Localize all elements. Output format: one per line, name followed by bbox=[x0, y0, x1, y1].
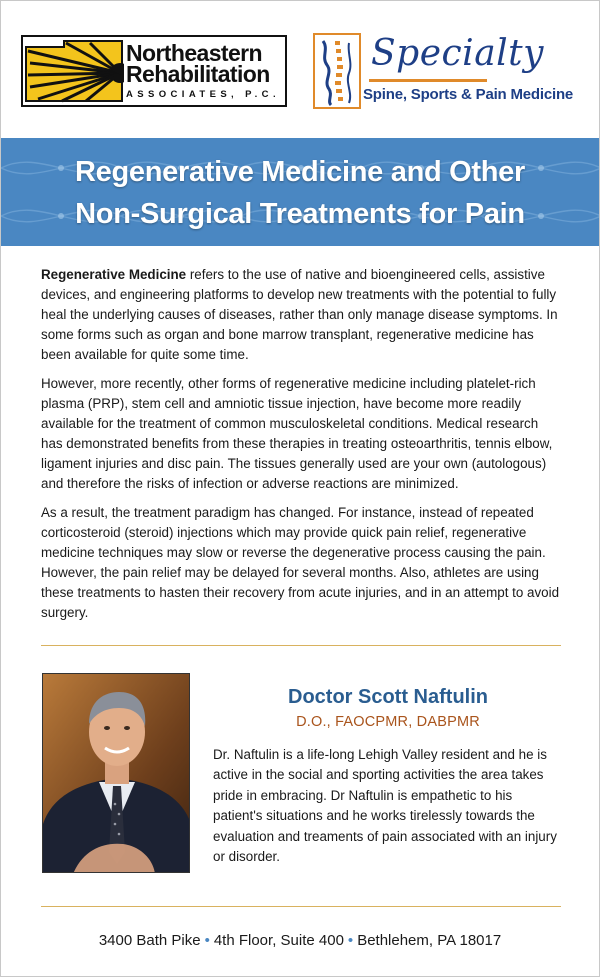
paragraph-3: As a result, the treatment paradigm has changed. For instance, instead of repeated corticosteroid (steroid) injections which may provide quick pain relief, regenerative medicine techniques may slow or reverse the degenerative process causing the pain. However, the pain relief may be delayed for several months. Also, athletes are using these treatments to hasten their recovery from acute injuries, and in an attempt to avoid surgery. bbox=[41, 505, 560, 620]
doctor-bio: Dr. Naftulin is a life-long Lehigh Valley resident and he is active in the social and sporting activities the area takes pride in embracing. Dr Naftulin is empathetic to his patient's situations and he works tirelessly towards the evaluation and treaments of pain associated with an injury or disorder. bbox=[213, 747, 557, 865]
specialty-subtitle: Spine, Sports & Pain Medicine bbox=[363, 86, 574, 103]
northeastern-rehab-logo bbox=[21, 35, 287, 107]
paragraph-1 bbox=[41, 265, 561, 365]
doctor-portrait-image bbox=[43, 674, 190, 873]
header-logos bbox=[1, 1, 599, 138]
banner-title-line2: Non-Surgical Treatments for Pain bbox=[75, 198, 525, 230]
banner-title bbox=[1, 151, 599, 235]
paragraph-2: However, more recently, other forms of regenerative medicine including platelet-rich plasma (PRP), stem cell and amniotic tissue injection, have become more readily available for the treatment of common musculoskeletal conditions. Medical research has demonstrated benefits from these therapies in treating osteoarthritis, tennis elbow, ligament injuries and disc pain. The tissues generally used are your own (autologous) and therefore the risks of infection or adverse reactions are minimized. bbox=[41, 376, 553, 491]
doctor-photo bbox=[42, 673, 190, 873]
specialty-underline bbox=[369, 79, 487, 82]
paragraph-1-text: refers to the use of native and bioengineered cells, assistive devices, and engineering platforms to develop new treatments with the potential to fully heal the underlying causes of diseases, rather than only manage disease symptoms. In some forms such as organ and bone marrow transplant, regenerative medicine has been available for quite some time. bbox=[41, 267, 558, 362]
doctor-credentials: D.O., FAOCPMR, DABPMR bbox=[296, 714, 480, 730]
banner-title-line1: Regenerative Medicine and Other bbox=[75, 156, 525, 188]
spine-icon bbox=[313, 33, 361, 109]
specialty-logo bbox=[313, 33, 583, 113]
nra-logo-line2: Rehabilitation bbox=[126, 60, 270, 87]
specialty-wordmark: Specialty bbox=[371, 33, 544, 74]
title-banner bbox=[1, 138, 599, 246]
nra-logo-line1: Northeastern bbox=[126, 39, 262, 66]
doctor-name: Doctor Scott Naftulin bbox=[288, 686, 488, 708]
separator-dot: • bbox=[204, 932, 210, 949]
sunburst-logo-icon bbox=[24, 37, 124, 105]
address-suite: 4th Floor, Suite 400 bbox=[213, 932, 344, 949]
divider-bottom bbox=[41, 906, 561, 907]
footer-address bbox=[1, 932, 599, 949]
separator-dot: • bbox=[347, 932, 354, 949]
nra-logo-line3: ASSOCIATES, P.C. bbox=[126, 88, 280, 100]
address-street: 3400 Bath Pike bbox=[98, 932, 201, 949]
term-regenerative-medicine: Regenerative Medicine bbox=[41, 267, 187, 282]
address-city: Bethlehem, PA 18017 bbox=[357, 932, 502, 949]
article-body bbox=[41, 265, 561, 632]
divider-top bbox=[41, 645, 561, 646]
